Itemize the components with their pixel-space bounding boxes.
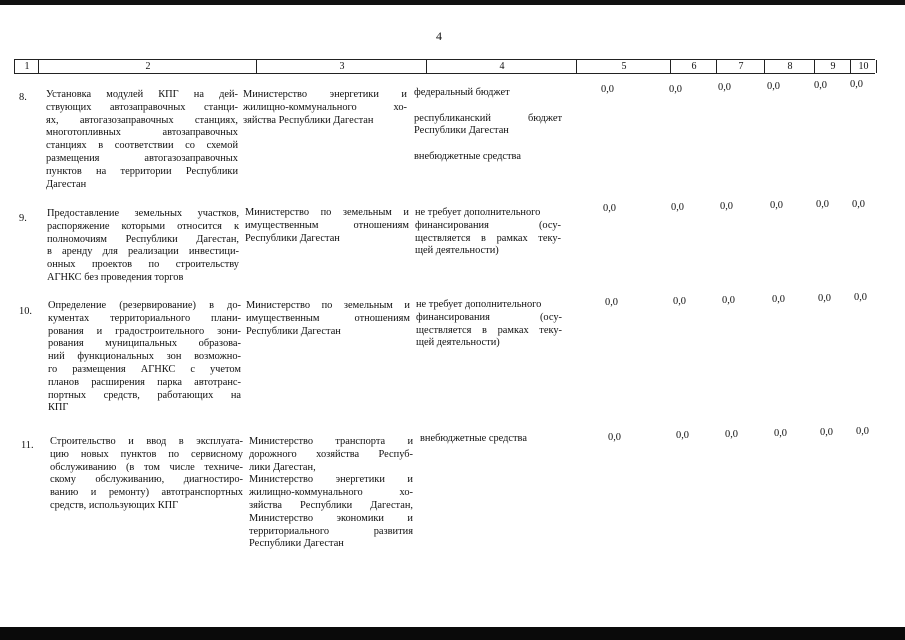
table-header-row	[14, 59, 875, 74]
description-line: ний функциональных зон возможно-	[48, 351, 241, 363]
value-col-8: 0,0	[774, 428, 787, 439]
row-number: 11.	[21, 440, 34, 451]
value-col-6: 0,0	[673, 296, 686, 307]
description-line: кументах территориального плани-	[48, 312, 241, 324]
row-executor	[245, 207, 409, 245]
executor-line: Республики Дагестан	[249, 538, 344, 550]
description-line: цию новых пунктов по сервисному	[50, 448, 243, 460]
executor-line: Министерство энергетики и	[243, 89, 407, 100]
executor-line: имущественным отношениям	[246, 312, 410, 324]
executor-line: дорожного хозяйства Респуб-	[249, 448, 413, 460]
description-line: многотопливных автозаправочных	[46, 127, 238, 139]
row-executor	[249, 436, 413, 551]
row-description	[48, 300, 241, 415]
value-col-6: 0,0	[669, 84, 682, 95]
value-col-10: 0,0	[854, 292, 867, 303]
executor-line: Министерство по земельным и	[246, 300, 410, 311]
header-col-3: 3	[256, 60, 427, 73]
description-line: обслуживанию (в том числе техниче-	[50, 461, 243, 473]
description-line: Предоставление земельных участков,	[47, 208, 239, 219]
scan-bottom-edge	[0, 627, 905, 640]
value-col-6: 0,0	[676, 430, 689, 441]
description-line: рования и градостроительного зони-	[48, 325, 241, 337]
executor-line: Республики Дагестан	[245, 232, 340, 244]
funding-line	[414, 113, 562, 126]
value-col-10: 0,0	[850, 79, 863, 90]
value-col-7: 0,0	[718, 82, 731, 93]
value-col-10: 0,0	[856, 426, 869, 437]
executor-line: зяйства Республики Дагестан	[243, 114, 374, 126]
funding-line: финансирования (осу-	[415, 219, 561, 231]
funding-line: Республики Дагестан	[414, 125, 509, 137]
description-line: пунктов на территории Республики	[46, 165, 238, 177]
description-line: рования муниципальных образова-	[48, 338, 241, 350]
header-col-10: 10	[850, 60, 877, 73]
executor-line: Министерство по земельным и	[245, 207, 409, 218]
value-col-8: 0,0	[767, 81, 780, 92]
row-funding	[416, 299, 562, 350]
description-line: планов расширения парка автотранс-	[48, 376, 241, 388]
row-number: 8.	[19, 92, 27, 103]
row-executor	[243, 89, 407, 127]
header-col-7: 7	[716, 60, 765, 73]
value-col-9: 0,0	[820, 427, 833, 438]
funding-spacer	[414, 100, 562, 113]
header-col-1: 1	[14, 60, 39, 73]
header-col-4: 4	[426, 60, 577, 73]
funding-line: щей деятельности)	[416, 337, 500, 349]
description-line: ях, автогазозаправочных станциях,	[46, 114, 238, 126]
funding-line: щей деятельности)	[415, 245, 499, 257]
row-number: 10.	[19, 306, 32, 317]
scan-top-edge	[0, 0, 905, 5]
executor-line: Министерство энергетики и	[249, 474, 413, 486]
row-description	[47, 208, 239, 285]
value-col-7: 0,0	[722, 295, 735, 306]
description-line: Установка модулей КПГ на дей-	[46, 89, 238, 100]
description-line: онных проектов по строительству	[47, 259, 239, 271]
description-line: полномочиям Республики Дагестан,	[47, 233, 239, 245]
header-col-8: 8	[764, 60, 815, 73]
description-line: ствующих автозаправочных станци-	[46, 101, 238, 113]
description-line: Строительство и ввод в эксплуата-	[50, 436, 243, 447]
value-col-5: 0,0	[605, 297, 618, 308]
value-col-9: 0,0	[818, 293, 831, 304]
funding-line: внебюджетные средства	[420, 433, 527, 444]
header-col-9: 9	[814, 60, 851, 73]
description-line: в аренду для реализации инвестици-	[47, 246, 239, 258]
header-col-5: 5	[576, 60, 671, 73]
row-executor	[246, 300, 410, 338]
value-col-9: 0,0	[816, 199, 829, 210]
value-col-8: 0,0	[772, 294, 785, 305]
executor-line: жилищно-коммунального хо-	[249, 487, 413, 499]
funding-line-text: республиканский бюджет	[414, 112, 562, 124]
description-line: станциях в соответствии со схемой	[46, 140, 238, 152]
description-line: размещения автогазозаправочных	[46, 152, 238, 164]
value-col-6: 0,0	[671, 202, 684, 213]
description-line: Определение (резервирование) в до-	[48, 300, 241, 311]
value-col-7: 0,0	[725, 429, 738, 440]
description-line: распоряжение которыми относится к	[47, 220, 239, 232]
value-col-8: 0,0	[770, 200, 783, 211]
description-line: го размещения АГНКС с учетом	[48, 363, 241, 375]
funding-line: ществляется в рамках теку-	[415, 232, 561, 244]
executor-line: Министерство транспорта и	[249, 436, 413, 447]
executor-line: жилищно-коммунального хо-	[243, 101, 407, 113]
funding-line: не требует дополнительного	[416, 299, 542, 310]
funding-line: федеральный бюджет	[414, 87, 510, 98]
funding-line: финансирования (осу-	[416, 311, 562, 323]
row-number: 9.	[19, 213, 27, 224]
header-col-6: 6	[670, 60, 717, 73]
description-line: средств, использующих КПГ	[50, 499, 179, 511]
row-funding	[415, 207, 561, 258]
value-col-7: 0,0	[720, 201, 733, 212]
value-col-10: 0,0	[852, 199, 865, 210]
description-line: КПГ	[48, 402, 69, 414]
description-line: АГНКС без проведения торгов	[47, 271, 184, 283]
funding-line: ществляется в рамках теку-	[416, 324, 562, 336]
description-line: портных средств, работающих на	[48, 389, 241, 401]
executor-line: Республики Дагестан	[246, 325, 341, 337]
value-col-5: 0,0	[608, 432, 621, 443]
header-col-2: 2	[38, 60, 257, 73]
description-line: скому обслуживанию, диагностиро-	[50, 474, 243, 486]
row-description	[50, 436, 243, 513]
executor-line: имущественным отношениям	[245, 219, 409, 231]
row-description	[46, 89, 238, 191]
executor-line: лики Дагестан,	[249, 461, 316, 473]
description-line: ванию и ремонту) автотранспортных	[50, 487, 243, 499]
row-funding	[414, 87, 562, 164]
page-number: 4	[436, 29, 442, 43]
value-col-9: 0,0	[814, 80, 827, 91]
executor-line: территориального развития	[249, 525, 413, 537]
value-col-5: 0,0	[603, 203, 616, 214]
funding-line: внебюджетные средства	[414, 150, 521, 162]
funding-spacer	[414, 138, 562, 151]
value-col-5: 0,0	[601, 84, 614, 95]
funding-line: не требует дополнительного	[415, 207, 541, 218]
executor-line: зяйства Республики Дагестан,	[249, 499, 413, 511]
row-funding	[420, 433, 566, 446]
description-line: Дагестан	[46, 178, 87, 190]
executor-line: Министерство экономики и	[249, 512, 413, 524]
